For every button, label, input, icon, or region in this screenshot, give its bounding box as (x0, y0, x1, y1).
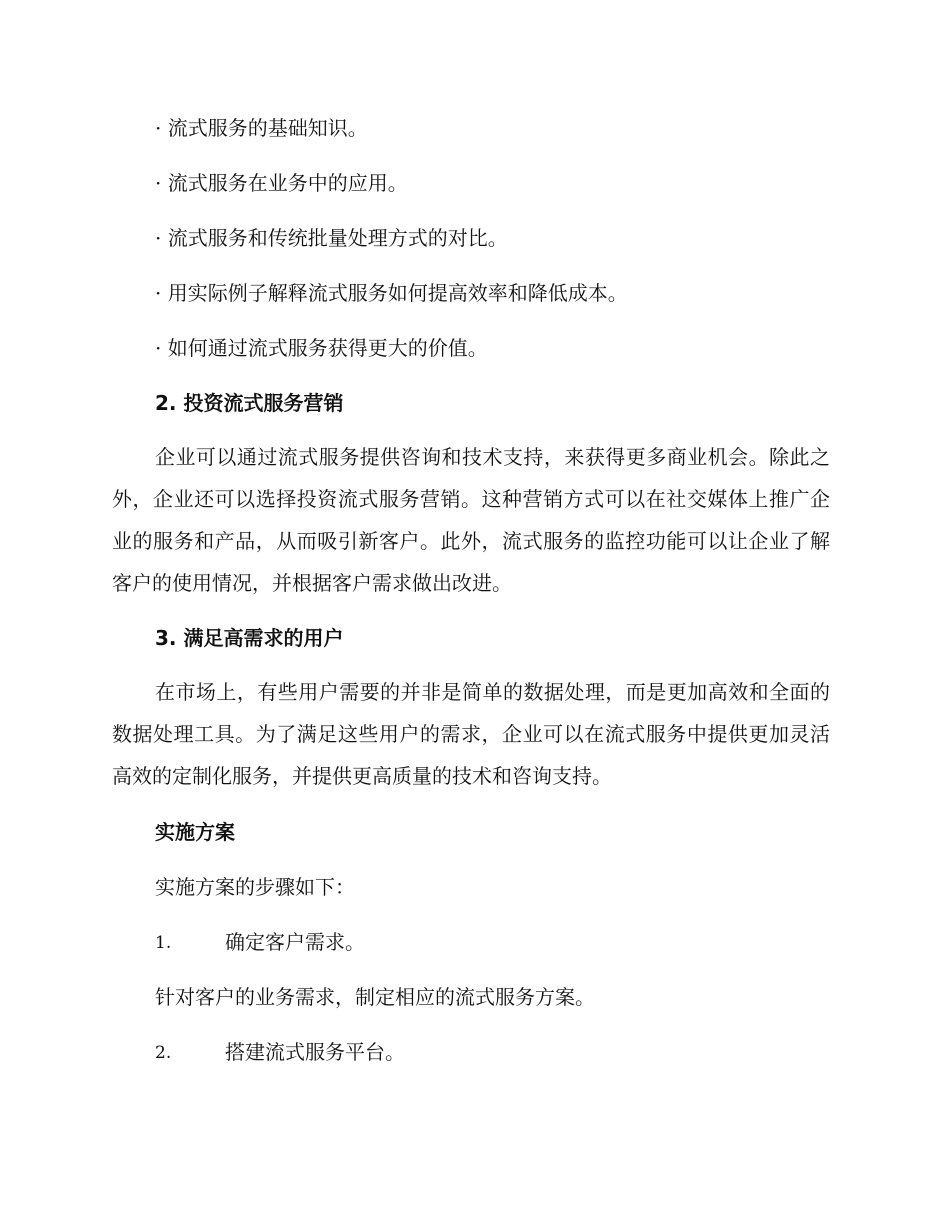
step-text: 搭建流式服务平台。 (225, 1040, 405, 1064)
bullet-item: · 流式服务和传统批量处理方式的对比。 (155, 226, 508, 250)
section-paragraph: 企业可以通过流式服务提供咨询和技术支持，来获得更多商业机会。除此之外，企业还可以选择投资流式服务营销。这种营销方式可以在社交媒体上推广企业的服务和产品，从而吸引新客户。此外，流式服务的监控功能可以让企业了解客户的使用情况，并根据客户需求做出改进。 (112, 445, 830, 595)
section-heading: 3. 满足高需求的用户 (155, 626, 344, 650)
bullet-item: · 用实际例子解释流式服务如何提高效率和降低成本。 (155, 281, 628, 305)
bullet-item: · 如何通过流式服务获得更大的价值。 (155, 336, 488, 360)
plan-intro: 实施方案的步骤如下： (155, 875, 355, 899)
step-description: 针对客户的业务需求，制定相应的流式服务方案。 (155, 985, 595, 1009)
step-number: 2. (155, 1043, 172, 1063)
bullet-item: · 流式服务在业务中的应用。 (155, 171, 408, 195)
section-heading: 实施方案 (155, 820, 235, 844)
step-number: 1. (155, 933, 172, 953)
section-heading: 2. 投资流式服务营销 (155, 391, 344, 415)
section-paragraph: 在市场上，有些用户需要的并非是简单的数据处理，而是更加高效和全面的数据处理工具。为了满足这些用户的需求，企业可以在流式服务中提供更加灵活高效的定制化服务，并提供更高质量的技术和咨询支持。 (112, 680, 830, 788)
bullet-item: · 流式服务的基础知识。 (155, 116, 368, 140)
step-text: 确定客户需求。 (225, 930, 365, 954)
